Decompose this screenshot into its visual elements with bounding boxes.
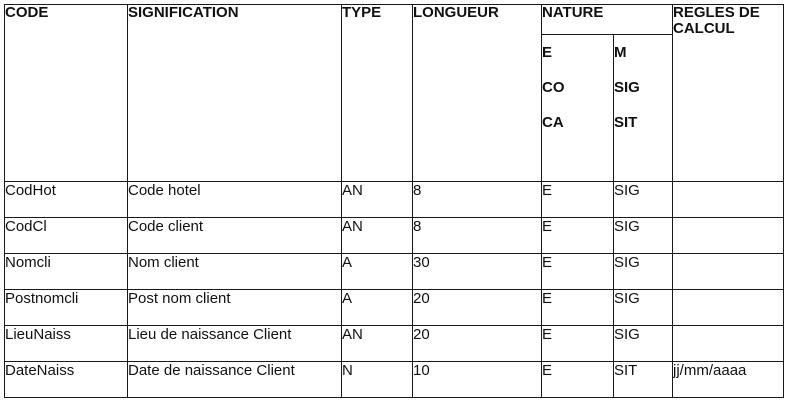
header-longueur: LONGUEUR: [413, 5, 542, 182]
cell-signification: Code hotel: [128, 182, 342, 218]
cell-type: A: [342, 254, 413, 290]
table-row: [5, 326, 784, 362]
cell-longueur: 10: [413, 362, 542, 398]
header-code: CODE: [5, 5, 128, 182]
cell-nature-2: SIG: [614, 290, 673, 326]
cell-code: Postnomcli: [5, 290, 128, 326]
cell-nature-2: SIT: [614, 362, 673, 398]
cell-nature-1: E: [542, 362, 614, 398]
cell-code: CodHot: [5, 182, 128, 218]
cell-type: AN: [342, 182, 413, 218]
header-regles: REGLES DE CALCUL: [673, 5, 784, 182]
cell-signification: Date de naissance Client: [128, 362, 342, 398]
cell-code: DateNaiss: [5, 362, 128, 398]
cell-type: N: [342, 362, 413, 398]
table-row: [5, 254, 784, 290]
cell-signification: Post nom client: [128, 290, 342, 326]
table-row: [5, 290, 784, 326]
cell-regles: [673, 182, 784, 218]
cell-code: Nomcli: [5, 254, 128, 290]
cell-longueur: 20: [413, 290, 542, 326]
cell-code: LieuNaiss: [5, 326, 128, 362]
cell-longueur: 8: [413, 182, 542, 218]
nature-sub-co: CO: [542, 79, 565, 96]
table-row: [5, 218, 784, 254]
nature-sub-col-1: [542, 35, 614, 182]
cell-type: AN: [342, 218, 413, 254]
cell-regles: [673, 218, 784, 254]
cell-type: A: [342, 290, 413, 326]
cell-nature-1: E: [542, 290, 614, 326]
cell-regles: [673, 326, 784, 362]
cell-type: AN: [342, 326, 413, 362]
table-row: [5, 362, 784, 398]
cell-nature-1: E: [542, 254, 614, 290]
table-row: [5, 182, 784, 218]
cell-longueur: 30: [413, 254, 542, 290]
cell-signification: Nom client: [128, 254, 342, 290]
cell-regles: [673, 290, 784, 326]
nature-sub-col-2: [614, 35, 673, 182]
cell-longueur: 20: [413, 326, 542, 362]
cell-nature-1: E: [542, 218, 614, 254]
nature-sub-e: E: [542, 44, 553, 61]
nature-sub-sig: SIG: [614, 79, 640, 96]
cell-signification: Lieu de naissance Client: [128, 326, 342, 362]
cell-longueur: 8: [413, 218, 542, 254]
header-nature: NATURE: [542, 5, 673, 35]
cell-regles: [673, 254, 784, 290]
cell-nature-2: SIG: [614, 218, 673, 254]
data-dictionary-table: [4, 4, 784, 398]
nature-sub-m: M: [614, 44, 627, 61]
header-type: TYPE: [342, 5, 413, 182]
header-signification: SIGNIFICATION: [128, 5, 342, 182]
cell-regles: jj/mm/aaaa: [673, 362, 784, 398]
cell-nature-2: SIG: [614, 182, 673, 218]
nature-sub-sit: SIT: [614, 114, 638, 131]
cell-nature-1: E: [542, 326, 614, 362]
nature-sub-ca: CA: [542, 114, 564, 131]
cell-signification: Code client: [128, 218, 342, 254]
cell-nature-1: E: [542, 182, 614, 218]
cell-nature-2: SIG: [614, 326, 673, 362]
cell-nature-2: SIG: [614, 254, 673, 290]
cell-code: CodCl: [5, 218, 128, 254]
header-row: [5, 5, 784, 35]
